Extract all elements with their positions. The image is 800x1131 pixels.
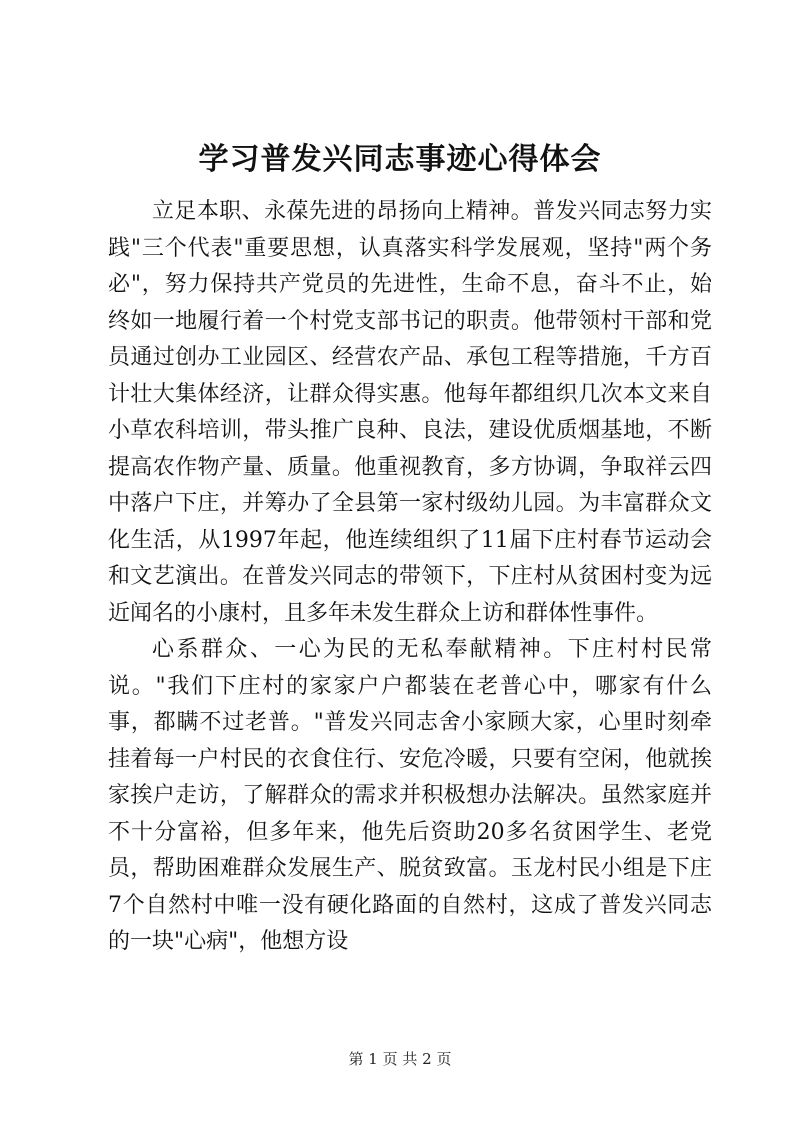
document-body [108,194,712,961]
paragraph-1: 立足本职、永葆先进的昂扬向上精神。普发兴同志努力实践"三个代表"重要思想，认真落实科学发展观，坚持"两个务必"，努力保持共产党员的先进性，生命不息，奋斗不止，始终如一地履行着一个村党支部书记的职责。他带领村干部和党员通过创办工业园区、经营农产品、承包工程等措施，千方百计壮大集体经济，让群众得实惠。他每年都组织几次本文来自小草农科培训，带头推广良种、良法，建设优质烟基地，不断提高农作物产量、质量。他重视教育，多方协调，争取祥云四中落户下庄，并筹办了全县第一家村级幼儿园。为丰富群众文化生活，从1997年起，他连续组织了11届下庄村春节运动会和文艺演出。在普发兴同志的带领下，下庄村从贫困村变为远近闻名的小康村，且多年未发生群众上访和群体性事件。 [108,199,712,626]
document-title: 学习普发兴同志事迹心得体会 [198,142,602,177]
paragraph-2: 心系群众、一心为民的无私奉献精神。下庄村村民常说。"我们下庄村的家家户户都装在老普心中，哪家有什么事，都瞒不过老普。"普发兴同志舍小家顾大家，心里时刻牵挂着每一户村民的衣食住行、安危冷暖，只要有空闲，他就挨家挨户走访，了解群众的需求并积极想办法解决。虽然家庭并不十分富裕，但多年来，他先后资助20多名贫困学生、老党员，帮助困难群众发展生产、脱贫致富。玉龙村民小组是下庄7个自然村中唯一没有硬化路面的自然村，这成了普发兴同志的一块"心病"，他想方设 [108,637,712,954]
page-footer: 第 1 页 共 2 页 [348,1050,452,1068]
